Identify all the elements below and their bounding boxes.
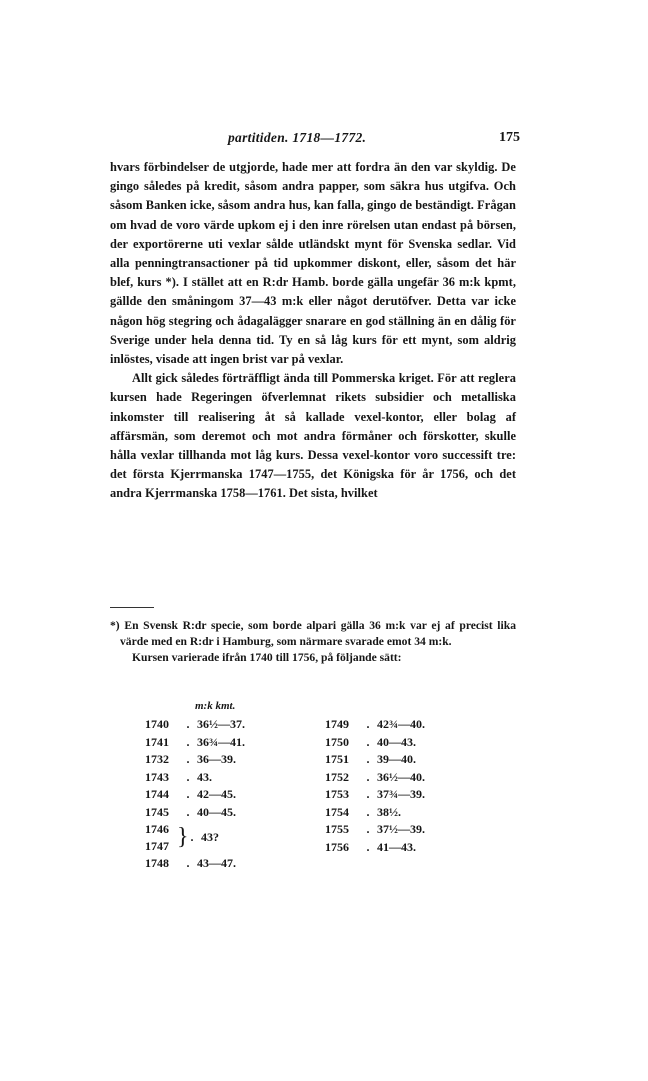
table-row: 1745 . 40—45.: [145, 804, 236, 819]
table-row: 1750 . 40—43.: [325, 734, 416, 749]
main-text: [110, 158, 516, 504]
braced-years: 1746 1747: [145, 822, 169, 853]
table-row: 1743 . 43.: [145, 769, 212, 784]
footnote: [110, 618, 516, 666]
page-number: 175: [499, 130, 520, 145]
table-row: 1754 . 38½.: [325, 804, 401, 819]
footnote-divider: [110, 607, 154, 608]
table-row: 1744 . 42—45.: [145, 787, 236, 801]
table-row: 1752 . 36½—40.: [325, 769, 425, 784]
table-row: 1741 . 36¾—41.: [145, 734, 245, 749]
table-row: 1753 . 37¾—39.: [325, 787, 425, 801]
table-row: 1749 . 42¾—40.: [325, 717, 425, 731]
table-row: 1755 . 37½—39.: [325, 822, 425, 836]
footnote-paragraph-2: Kursen varierade ifrån 1740 till 1756, på följande sätt:: [132, 651, 402, 664]
paragraph-2: Allt gick således förträffligt ända till Pommerska kriget. För att reglera kursen hade Regeringen öfverlemnat rikets subsidier och metalliska inkomster till realisering åt så kallade vexel-kontor, eller bolag af affärsmän, som deremot och mot andra förmåner och förskotter, skulle hålla vexlar tillhanda mot låg kurs. Dessa vexel-kontor voro successift tre: det första Kjerrmanska 1747—1755, det Königska för år 1756, och det andra Kjerrmanska 1758—1761. Det sista, hvilket: [110, 371, 516, 501]
table-row: 1748 . 43—47.: [145, 856, 236, 870]
footnote-paragraph-1: *) En Svensk R:dr specie, som borde alpari gälla 36 m:k var ej af precist lika värde med en R:dr i Hamburg, som närmare svarade emot 34 m:k.: [110, 619, 516, 648]
table-row-braced: 1746 1747 } . 43?: [145, 822, 219, 853]
paragraph-1: hvars förbindelser de utgjorde, hade mer att fordra än den var skyldig. De gingo således på kredit, såsom andra papper, som säkra hus utgifva. Och såsom Banken icke, såsom andra hus, kan falla, gingo de beständigt. Frågan om hvad de voro värde upkom ej i den inre rörelsen utan endast på börsen, der exportörerne uti vexlar sålde utländskt mynt för Svenska sedlar. Vid alla penningtransactioner på tid upkommer diskont, eller, såsom det här blef, kurs *). I stället att en R:dr Hamb. borde gälla ungefär 36 m:k kpmt, gällde den småningom 37—43 m:k eller något derutöfver. Detta var icke någon hög stegring och ådagalägger snarare en god ställning än en dålig för Sverige under hela denna tid. Ty en så låg kurs för ett mynt, som aldrig inlöstes, visade att ingen brist var på vexlar.: [110, 160, 516, 367]
running-title: partitiden. 1718—1772.: [228, 130, 367, 145]
table-unit-header: m:k kmt.: [195, 700, 236, 712]
table-row: 1732 . 36—39.: [145, 752, 236, 766]
table-column-left: [145, 716, 245, 873]
table-column-right: [325, 716, 425, 856]
table-row: 1740 . 36½—37.: [145, 717, 245, 731]
running-head: [110, 130, 520, 150]
table-row: 1751 . 39—40.: [325, 752, 416, 766]
brace-glyph: }: [177, 824, 189, 850]
table-row: 1756 . 41—43.: [325, 839, 416, 854]
